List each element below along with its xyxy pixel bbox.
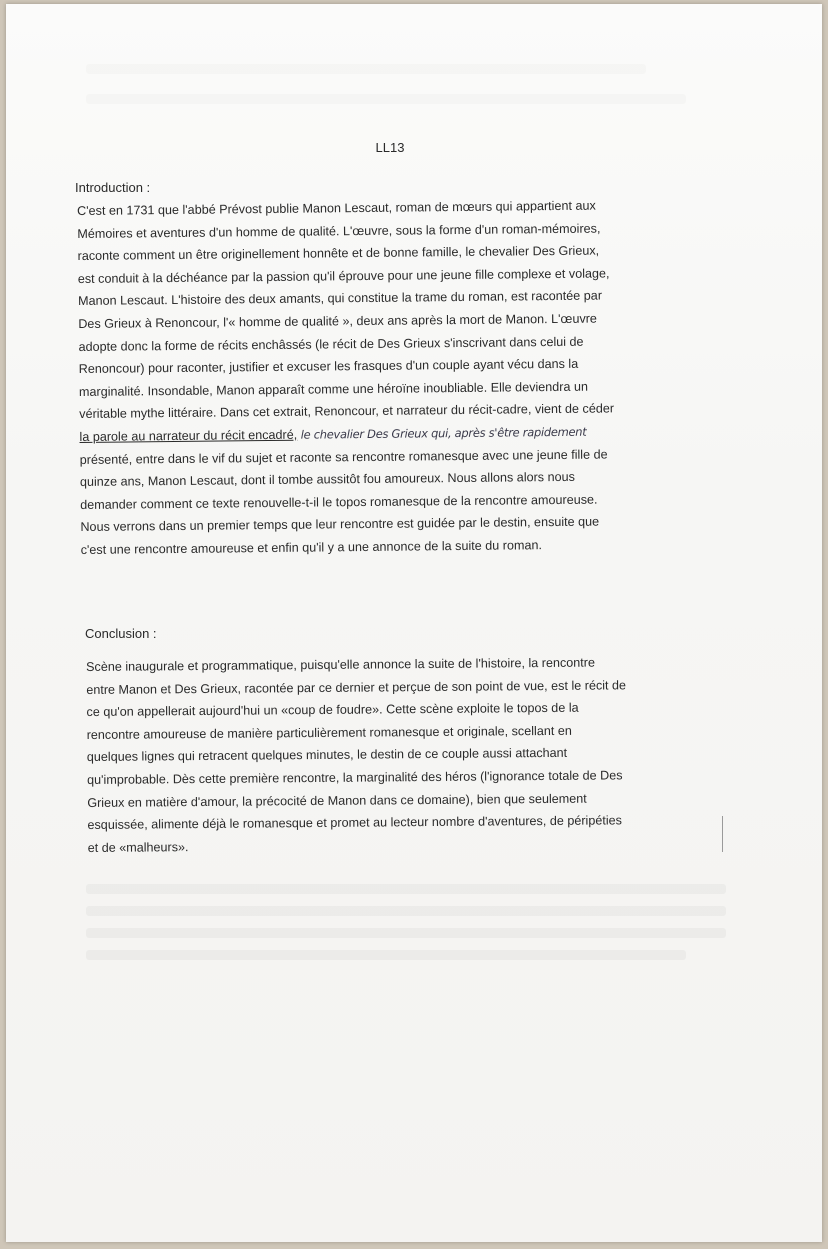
paste-edge-mark	[722, 816, 723, 852]
text-line: entre Manon et Des Grieux, racontée par ce dernier et perçue de son point de vue, est le récit de	[86, 677, 627, 697]
text-line: Manon Lescaut. L'histoire des deux amants, qui constitue la trame du roman, est racontée par	[77, 288, 603, 309]
text-line: marginalité. Insondable, Manon apparaît comme une héroïne inoubliable. Elle deviendra un	[78, 379, 589, 399]
text-line: Renoncour) pour raconter, justifier et excuser les frasques d'un couple ayant vécu dans la	[78, 356, 579, 377]
text-line: quinze ans, Manon Lescaut, dont il tombe aussitôt fou amoureux. Nous allons alors nous	[79, 469, 575, 490]
show-through-line	[86, 94, 686, 104]
show-through-line	[86, 64, 646, 74]
show-through-line	[86, 950, 686, 960]
typed-text: la parole au narrateur du récit encadré,	[79, 427, 298, 444]
scanned-page	[6, 4, 822, 1242]
conclusion-paragraph	[86, 650, 728, 859]
text-line: qu'improbable. Dès cette première rencontre, la marginalité des héros (l'ignorance totale de Des	[87, 768, 623, 787]
conclusion-heading: Conclusion :	[85, 626, 157, 641]
text-line: et de «malheurs».	[87, 839, 189, 855]
introduction-paragraph	[77, 193, 741, 561]
show-through-line	[86, 928, 726, 938]
text-line: Des Grieux à Renoncour, l'« homme de qualité », deux ans après la mort de Manon. L'œuvre	[78, 311, 597, 331]
text-line: est conduit à la déchéance par la passion qu'il éprouve pour une jeune fille complexe et volage,	[77, 266, 610, 286]
show-through-line	[86, 906, 726, 916]
text-line: esquissée, alimente déjà le romanesque et promet au lecteur nombre d'aventures, de péripéties	[87, 813, 622, 833]
text-line: Grieux en matière d'amour, la précocité de Manon dans ce domaine), bien que seulement	[87, 791, 587, 810]
text-line: demander comment ce texte renouvelle-t-il le topos romanesque de la rencontre amoureuse.	[80, 492, 598, 512]
page-label: LL13	[375, 140, 405, 155]
text-line: Nous verrons dans un premier temps que leur rencontre est guidée par le destin, ensuite que	[80, 514, 600, 535]
text-line: Mémoires et aventures d'un homme de qualité. L'œuvre, sous la forme d'un roman-mémoires,	[77, 221, 601, 241]
text-line: Scène inaugurale et programmatique, puisqu'elle annonce la suite de l'histoire, la rencontre	[86, 655, 596, 674]
text-line: présenté, entre dans le vif du sujet et raconte sa rencontre romanesque avec une jeune fille de	[79, 446, 608, 467]
text-line: rencontre amoureuse de manière particulièrement romanesque et originale, scellant en	[86, 723, 572, 742]
text-line: adopte donc la forme de récits enchâssés (le récit de Des Grieux s'inscrivant dans celui de	[78, 334, 584, 354]
text-line: quelques lignes qui retracent quelques minutes, le destin de ce couple aussi attachant	[86, 746, 568, 765]
text-line: véritable mythe littéraire. Dans cet extrait, Renoncour, et narrateur du récit-cadre, vient de céder	[79, 401, 615, 422]
text-line: c'est une rencontre amoureuse et enfin qu'il y a une annonce de la suite du roman.	[80, 538, 542, 557]
introduction-heading: Introduction :	[75, 180, 151, 195]
handwritten-insertion: le chevalier Des Grieux qui, après s'être rapidement	[300, 424, 587, 442]
text-line: ce qu'on appellerait aujourd'hui un «coup de foudre». Cette scène exploite le topos de la	[86, 700, 579, 720]
text-line: C'est en 1731 que l'abbé Prévost publie Manon Lescaut, roman de mœurs qui appartient aux	[77, 198, 596, 218]
text-line: raconte comment un être originellement honnête et de bonne famille, le chevalier Des Grieux,	[77, 243, 600, 264]
show-through-line	[86, 884, 726, 894]
